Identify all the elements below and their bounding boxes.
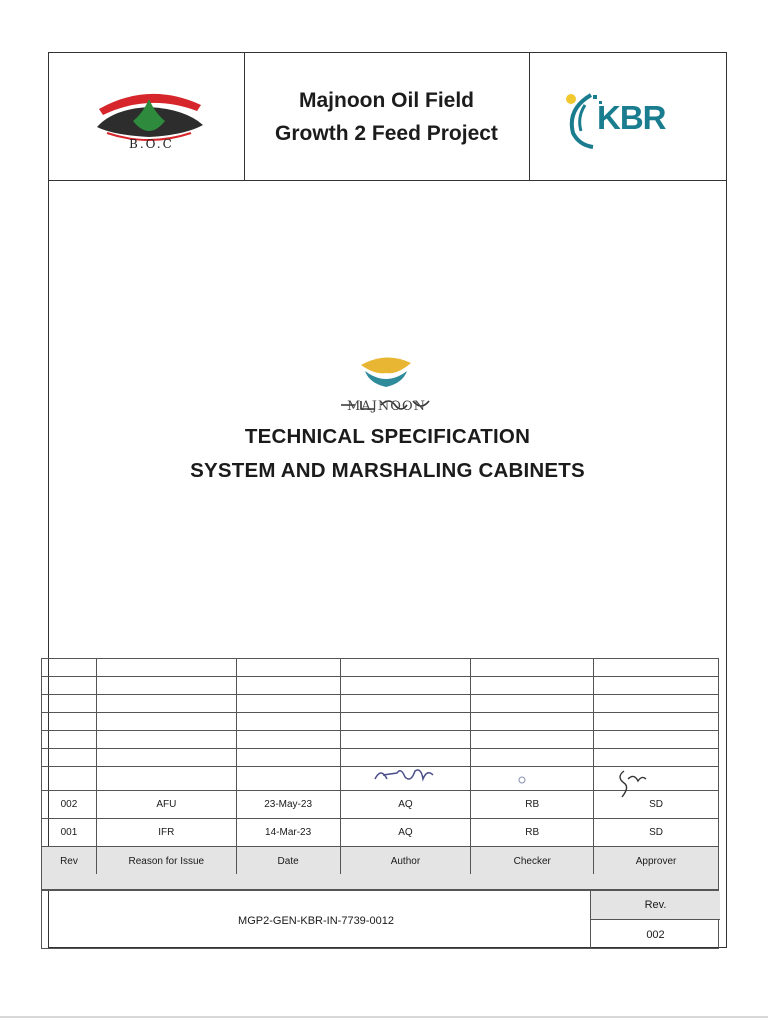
column-header: Author [340,847,471,877]
header-left-cell [49,53,245,180]
header-block [49,53,726,181]
column-header: Date [236,847,340,877]
author-signature [371,763,435,787]
kbr-logo-text: KBR [597,99,666,136]
column-header: Reason for Issue [96,847,236,877]
document-number-block [41,890,719,949]
kbr-logo [569,87,679,153]
table-row [42,819,719,847]
cell-rev: 001 [42,819,97,847]
checker-mark [517,775,529,785]
page-edge-divider [0,1016,768,1018]
cell-approver: SD [594,791,719,819]
header-title-cell [244,53,530,180]
cell-author: AQ [340,819,471,847]
approver-signature [614,765,658,799]
cell-checker: RB [471,819,594,847]
header-right-cell [529,53,726,180]
boc-logo-text: B.O.C [129,137,174,151]
document-title-line1: TECHNICAL SPECIFICATION [244,425,531,448]
cell-author: AQ [340,791,471,819]
table-row [42,695,719,713]
column-header: Checker [471,847,594,877]
cover-page-frame [48,52,727,948]
column-header: Approver [594,847,719,877]
cell-reason: AFU [96,791,236,819]
project-title-line1: Majnoon Oil Field [299,88,474,112]
revision-value: 002 [646,928,665,941]
revision-cell [590,891,720,949]
cell-reason: IFR [96,819,236,847]
cell-rev: 002 [42,791,97,819]
project-title-line2: Growth 2 Feed Project [275,121,498,145]
document-number: MGP2-GEN-KBR-IN-7739-0012 [238,915,394,927]
cell-date: 23-May-23 [236,791,340,819]
table-row [42,677,719,695]
table-spacer-row [41,874,719,890]
majnoon-logo-text: MAJNOON [347,399,426,414]
document-title-line2: SYSTEM AND MARSHALING CABINETS [190,459,585,482]
column-header: Rev [42,847,97,877]
cell-checker: RB [471,791,594,819]
table-row [42,659,719,677]
cell-date: 14-Mar-23 [236,819,340,847]
table-row [42,731,719,749]
table-header-row [42,847,719,877]
cell-approver: SD [594,819,719,847]
table-row [42,713,719,731]
revision-label: Rev. [591,891,720,920]
